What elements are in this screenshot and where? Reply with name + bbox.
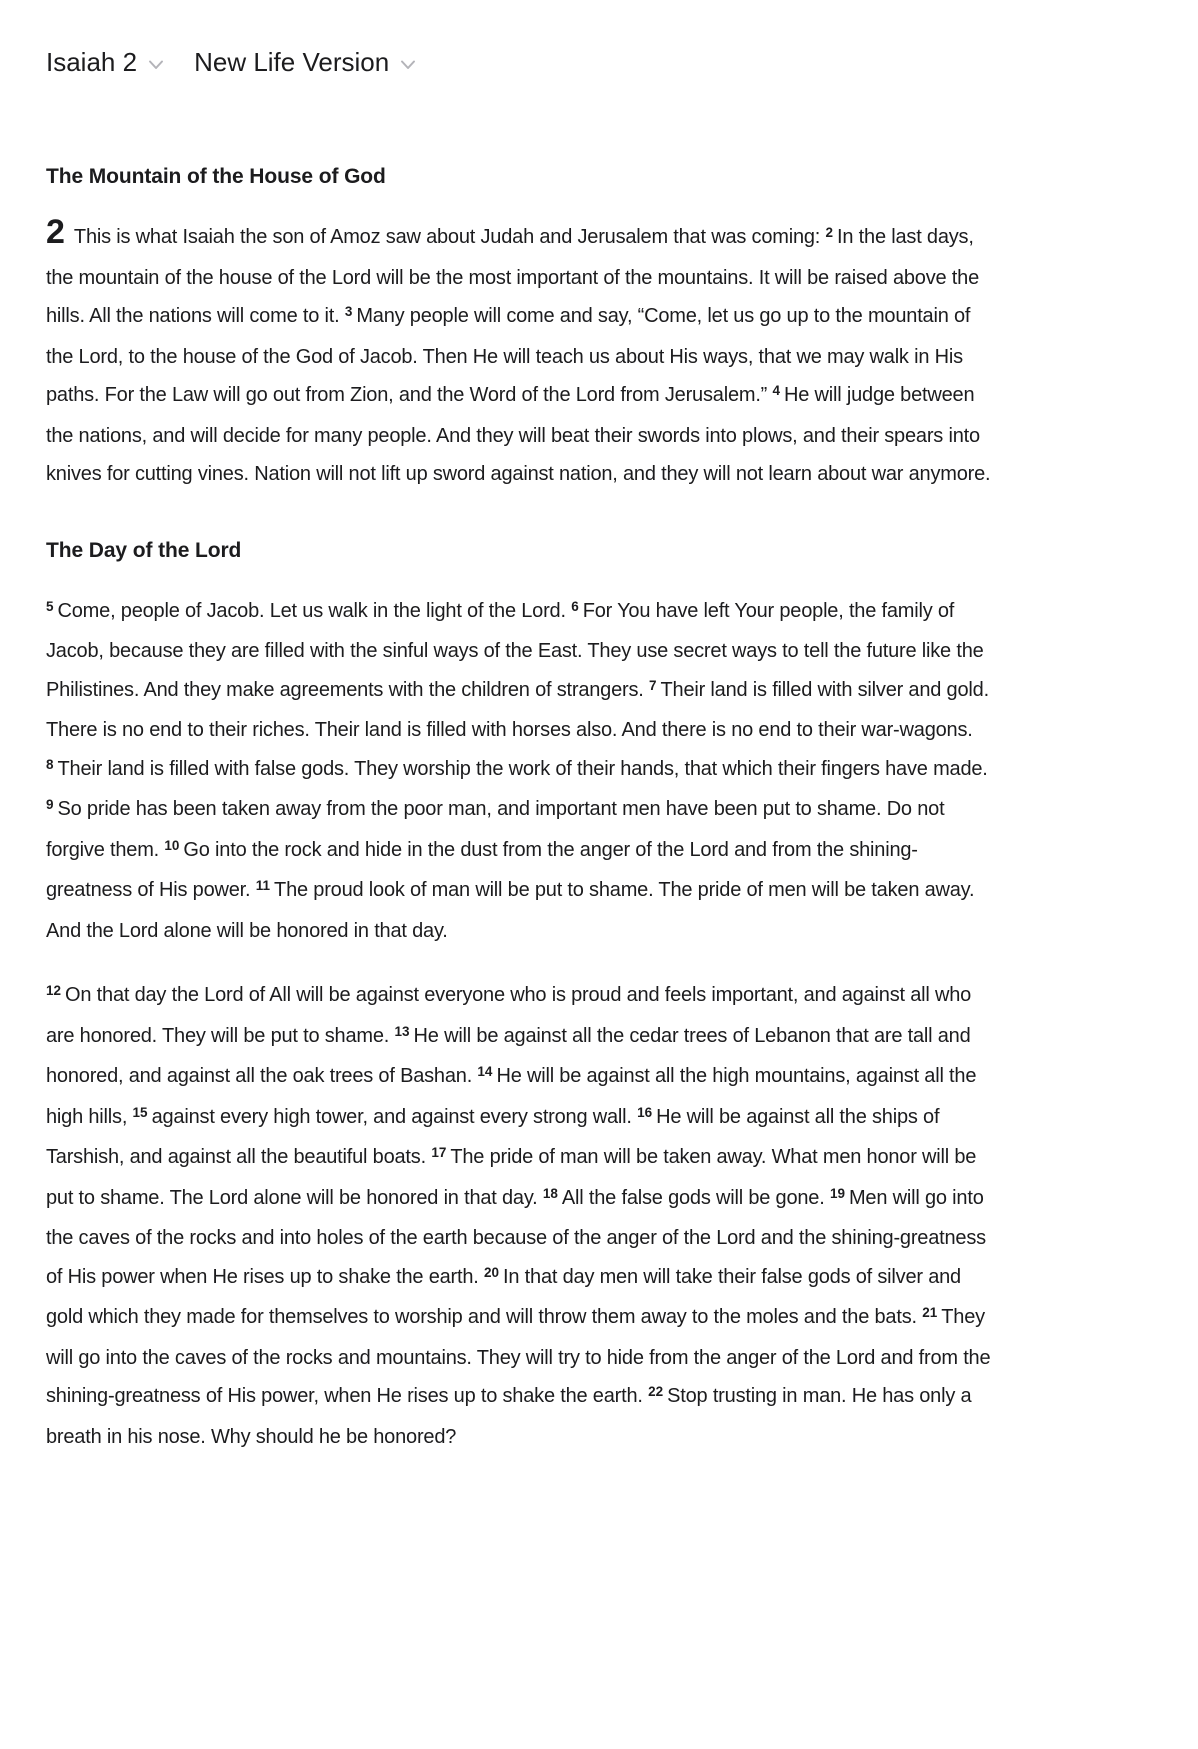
verse-text: Men will go into the caves of the rocks and into holes of the earth because of the anger of the Lord and the shining-greatness of His power when He rises up to shake the earth. [46, 1186, 986, 1288]
verse-number: 21 [922, 1305, 938, 1320]
verse-number: 13 [394, 1023, 410, 1039]
verse-number: 6 [571, 598, 579, 614]
verse-text: He will judge between the nations, and will decide for many people. And they will beat their swords into plows, and their spears into knives for cutting vines. Nation will not lift up sword against nation, and they will not learn about war anymore. [46, 384, 991, 485]
verse-number: 2 [825, 225, 834, 240]
verse-text: So pride has been taken away from the poor man, and important men have been put to shame. Do not forgive them. [46, 798, 945, 861]
verse-number: 18 [542, 1185, 558, 1201]
chevron-down-icon [400, 60, 416, 70]
passage-paragraph [46, 592, 1002, 951]
verse-text: On that day the Lord of All will be against everyone who is proud and feels important, and against all who are honored. They will be put to shame. [46, 984, 972, 1047]
verse-number: 12 [46, 983, 62, 998]
section-heading: The Mountain of the House of God [46, 165, 386, 188]
version-selector[interactable] [194, 46, 416, 78]
verse-number: 4 [772, 383, 781, 398]
verse-number: 10 [164, 837, 180, 853]
version-selector-label: New Life Version [194, 47, 390, 77]
verse-number: 15 [132, 1104, 148, 1120]
chapter-selector-label: Isaiah 2 [46, 47, 138, 77]
verse-number: 5 [46, 598, 54, 614]
verse-text: Stop trusting in man. He has only a breath in his nose. Why should he be honored? [46, 1385, 972, 1448]
verse-number: 16 [637, 1104, 653, 1120]
verse-number: 9 [46, 797, 54, 812]
section-heading: The Day of the Lord [46, 538, 242, 562]
verse-text: They will go into the caves of the rocks and mountains. They will try to hide from the anger of the Lord and from the shining-greatness of His power, when He rises up to shake the earth. [46, 1306, 991, 1407]
verse-text: All the false gods will be gone. [561, 1186, 830, 1209]
verse-number: 20 [484, 1264, 500, 1280]
verse-text: Come, people of Jacob. Let us walk in the light of the Lord. [57, 599, 572, 622]
verse-text: For You have left Your people, the family of Jacob, because they are filled with the sinful ways of the East. They use secret ways to tell the future like the Philistines. And they make agreements with the children of strangers. [46, 599, 984, 701]
verse-text: In the last days, the mountain of the house of the Lord will be the most important of the mountains. It will be raised above the hills. All the nations will come to it. [46, 226, 980, 327]
chapter-selector[interactable] [46, 46, 164, 78]
verse-text: The proud look of man will be put to shame. The pride of men will be taken away. And the Lord alone will be honored in that day. [46, 879, 975, 942]
verse-text: against every high tower, and against every strong wall. [151, 1105, 638, 1128]
verse-number: 17 [431, 1145, 447, 1160]
verse-text: The pride of man will be taken away. What men honor will be put to shame. The Lord alone will be honored in that day. [46, 1146, 977, 1209]
verse-number: 7 [648, 677, 657, 693]
verse-text: In that day men will take their false gods of silver and gold which they made for themselves to worship and will throw them away to the moles and the bats. [46, 1265, 961, 1328]
verse-number: 14 [477, 1064, 493, 1079]
verse-text: He will be against all the cedar trees of Lebanon that are tall and honored, and against all the oak trees of Bashan. [46, 1024, 971, 1087]
verse-number: 11 [255, 878, 271, 893]
verse-text: Their land is filled with silver and gold. There is no end to their riches. Their land is filled with horses also. And there is no end to their war-wagons. [46, 678, 989, 741]
chapter-number: 2 [46, 213, 65, 251]
verse-text: He will be against all the high mountains, against all the high hills, [46, 1065, 977, 1128]
verse-text: Go into the rock and hide in the dust from the anger of the Lord and from the shining-greatness of His power. [46, 838, 918, 901]
verse-text: Many people will come and say, “Come, let us go up to the mountain of the Lord, to the house of the God of Jacob. Then He will teach us about His ways, that we may walk in His paths. For the Law will go out from Zion, and the Word of the Lord from Jerusalem.” [46, 305, 971, 406]
verse-text: This is what Isaiah the son of Amoz saw about Judah and Jerusalem that was coming: [73, 226, 826, 248]
passage-paragraph [46, 976, 1002, 1456]
passage-header [46, 46, 1002, 78]
verse-number: 19 [829, 1185, 845, 1201]
verse-number: 3 [344, 304, 353, 319]
chevron-down-icon [148, 60, 164, 70]
verse-number: 22 [648, 1384, 664, 1399]
verse-text: Their land is filled with false gods. They worship the work of their hands, that which their fingers have made. [57, 757, 988, 780]
passage-paragraph [46, 213, 1002, 494]
verse-text: He will be against all the ships of Tarshish, and against all the beautiful boats. [46, 1105, 940, 1168]
passage-content [46, 162, 1002, 1456]
verse-number: 8 [46, 756, 54, 772]
